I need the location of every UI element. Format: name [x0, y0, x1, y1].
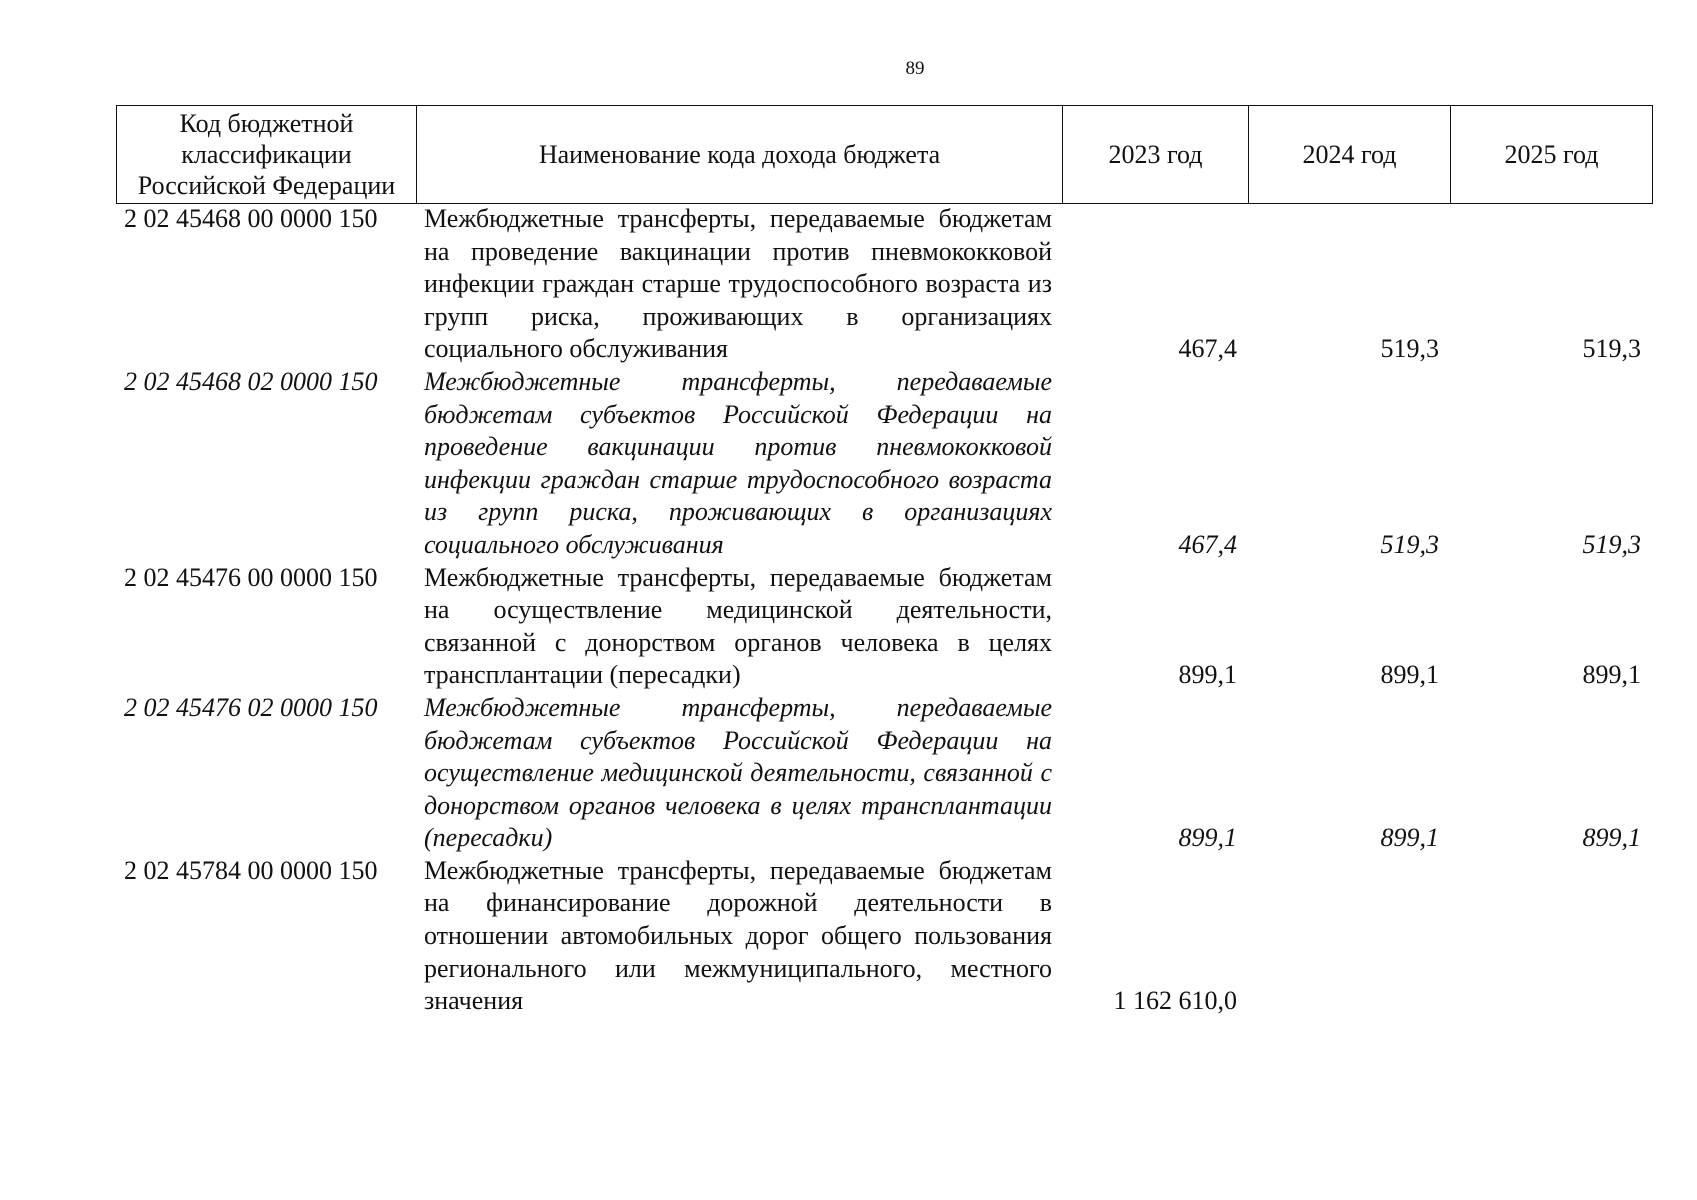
page-number: 89 [905, 58, 925, 79]
table-row [116, 692, 1652, 855]
header-2025: 2025 год [1451, 106, 1653, 204]
table-row [116, 562, 1652, 692]
row-value-2023: 1 162 610,0 [1113, 986, 1237, 1016]
row-value-2025 [1447, 855, 1649, 1018]
header-code: Код бюджетной классификации Российской Федерации [117, 106, 417, 204]
row-code: 2 02 45468 00 0000 150 [124, 204, 378, 233]
row-name: Межбюджетные трансферты, передаваемые бюджетам субъектов Российской Федерации на проведение вакцинации против пневмококковой инфекции граждан старше трудоспособного возраста из групп риска, проживающих в организациях социального обслуживания [424, 366, 1052, 559]
row-value-2024: 519,3 [1380, 529, 1439, 559]
row-value-2025: 899,1 [1582, 660, 1641, 690]
row-value-2025: 519,3 [1582, 334, 1641, 364]
row-name: Межбюджетные трансферты, передаваемые бюджетам на проведение вакцинации против пневмококковой инфекции граждан старше трудоспособного возраста из групп риска, проживающих в организациях социального обслуживания [424, 204, 1052, 364]
table-row [116, 366, 1652, 562]
header-2024: 2024 год [1249, 106, 1451, 204]
header-name: Наименование кода дохода бюджета [417, 106, 1063, 204]
row-code: 2 02 45784 00 0000 150 [124, 855, 378, 885]
row-value-2023: 467,4 [1178, 334, 1237, 364]
row-name: Межбюджетные трансферты, передаваемые бюджетам на осуществление медицинской деятельности, связанной с донорством органов человека в целях трансплантации (пересадки) [424, 562, 1052, 690]
row-code: 2 02 45476 02 0000 150 [124, 692, 378, 722]
row-value-2024: 519,3 [1380, 334, 1439, 364]
row-value-2023: 899,1 [1178, 823, 1237, 853]
table-row [116, 203, 1652, 366]
row-value-2024 [1245, 855, 1447, 1018]
table-header [116, 105, 1653, 204]
row-name: Межбюджетные трансферты, передаваемые бюджетам субъектов Российской Федерации на осуществление медицинской деятельности, связанной с донорством органов человека в целях трансплантации (пересадки) [424, 692, 1052, 853]
row-code: 2 02 45468 02 0000 150 [124, 366, 378, 396]
row-name: Межбюджетные трансферты, передаваемые бюджетам на финансирование дорожной деятельности в отношении автомобильных дорог общего пользования регионального или межмуниципального, местного значения [424, 855, 1052, 1016]
row-code: 2 02 45476 00 0000 150 [124, 562, 378, 592]
row-value-2024: 899,1 [1380, 823, 1439, 853]
row-value-2025: 519,3 [1582, 529, 1641, 559]
row-value-2023: 899,1 [1178, 660, 1237, 690]
table-body [116, 203, 1652, 1018]
row-value-2025: 899,1 [1582, 823, 1641, 853]
header-2023: 2023 год [1063, 106, 1249, 204]
row-value-2023: 467,4 [1178, 529, 1237, 559]
row-value-2024: 899,1 [1380, 660, 1439, 690]
table-row [116, 855, 1652, 1018]
